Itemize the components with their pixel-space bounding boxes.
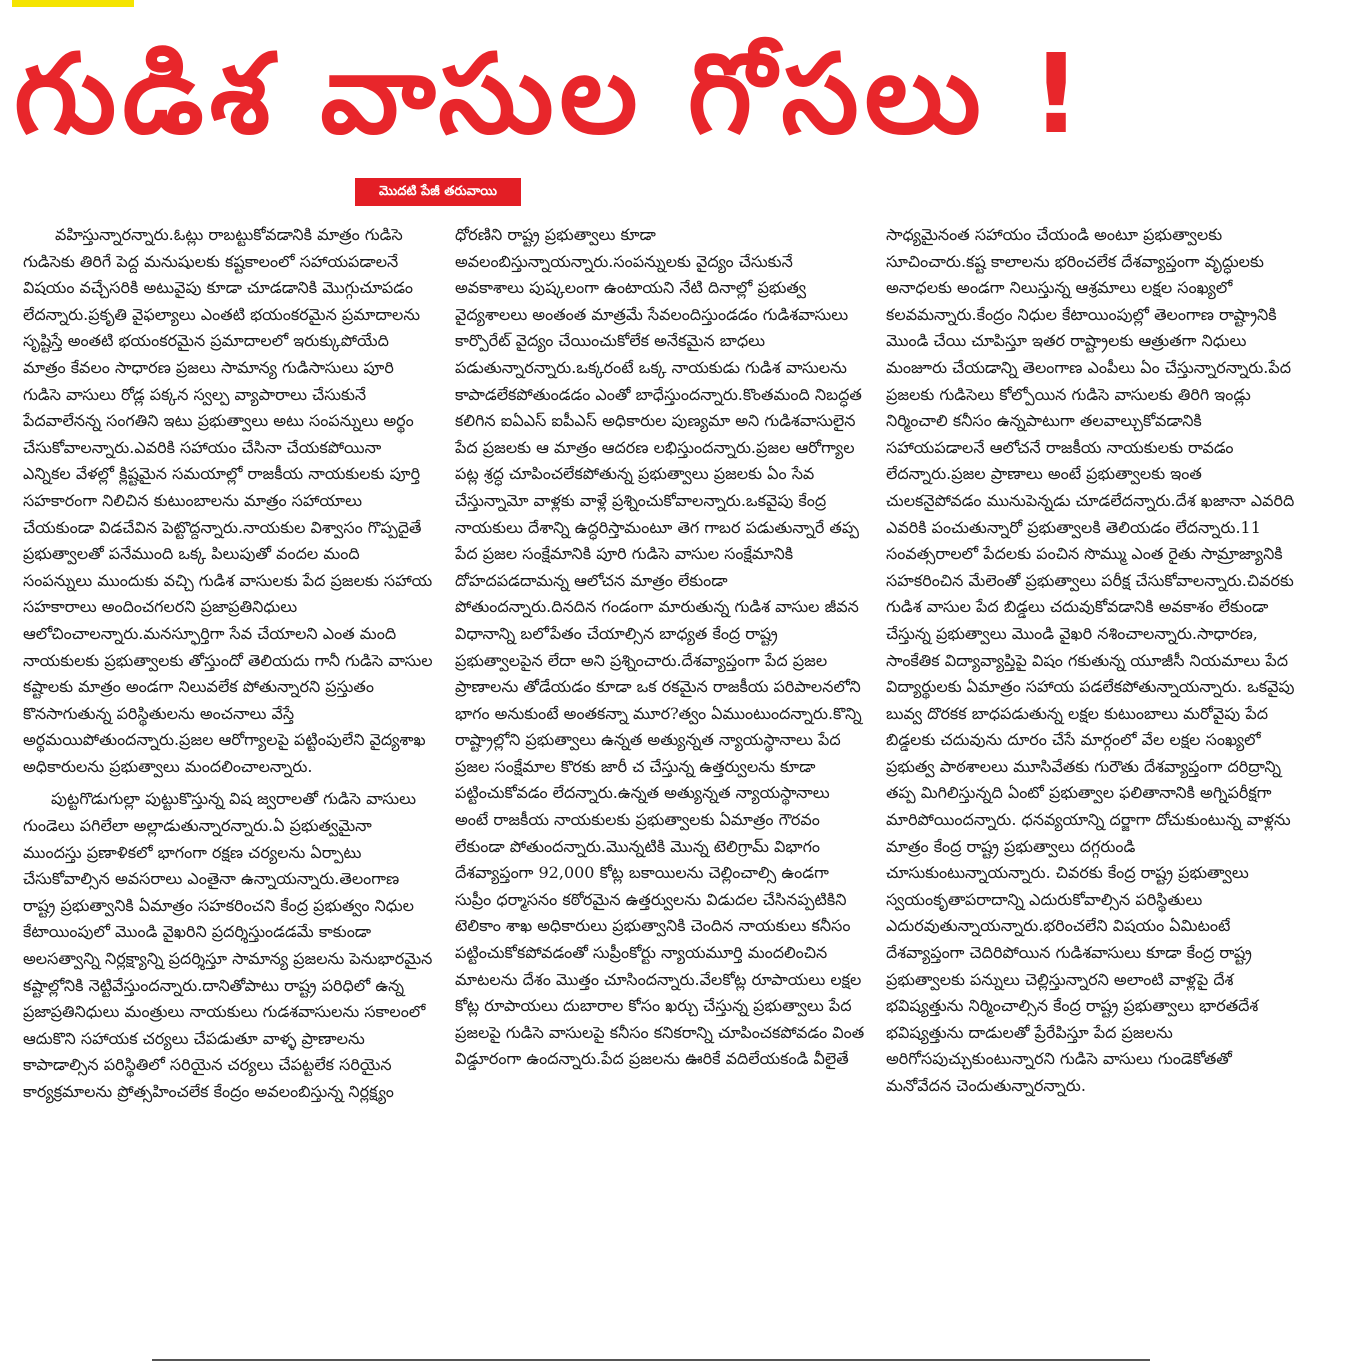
article-column-2: [455, 222, 865, 1347]
article-column-3: [886, 222, 1301, 1347]
corner-color-tab: [12, 0, 134, 7]
article-column-1: [23, 222, 433, 1347]
column-2-paragraph-1: ధోరణిని రాష్ట్ర ప్రభుత్వాలు కూడా అవలంబిస్తున్నాయన్నారు.సంపన్నులకు వైద్యం చేసుకునే అవకాశాలు పుష్కలంగా ఉంటాయని నేటి దినాల్లో ప్రభుత్వ వైద్యశాలలు అంతంత మాత్రమే సేవలందిస్తుండడం గుడిశవాసులు కార్పొరేట్ వైద్యం చేయించుకోలేక అనేకమైన బాధలు పడుతున్నారన్నారు.ఒక్కరంటే ఒక్క నాయకుడు గుడిశ వాసులను కాపాడలేకపోతుండడం ఎంతో బాధేస్తుందన్నారు.కొంతమంది నిబద్ధత కలిగిన ఐఏఎస్ ఐపీఎస్ అధికారుల పుణ్యమా అని గుడిశవాసులైన పేద ప్రజలకు ఆ మాత్రం ఆదరణ లభిస్తుందన్నారు.ప్రజల ఆరోగ్యాల పట్ల శ్రద్ధ చూపించలేకపోతున్న ప్రభుత్వాలు ప్రజలకు ఏం సేవ చేస్తున్నామో వాళ్లకు వాళ్లే ప్రశ్నించుకోవాలన్నారు.ఒకవైపు కేంద్ర నాయకులు దేశాన్ని ఉద్ధరిస్తామంటూ తెగ గాబర పడుతున్నారే తప్ప పేద ప్రజల సంక్షేమానికి పూరి గుడిసె వాసుల సంక్షేమానికి దోహదపడదామన్న ఆలోచన మాత్రం లేకుండా పోతుందన్నారు.దినదిన గండంగా మారుతున్న గుడిశ వాసుల జీవన విధానాన్ని బలోపేతం చేయాల్సిన బాధ్యత కేంద్ర రాష్ట్ర ప్రభుత్వాలపైన లేదా అని ప్రశ్నించారు.దేశవ్యాప్తంగా పేద ప్రజల ప్రాణాలను తోడేయడం కూడా ఒక రకమైన రాజకీయ పరిపాలనలోని భాగం అనుకుంటే అంతకన్నా మూర?త్వం ఏముంటుందన్నారు.కొన్ని రాష్ట్రాల్లోని ప్రభుత్వాలు ఉన్నత అత్యున్నత న్యాయస్థానాలు పేద ప్రజల సంక్షేమాల కొరకు జారీ చ చేస్తున్న ఉత్తర్వులను కూడా పట్టించుకోవడం లేదన్నారు.ఉన్నత అత్యున్నత న్యాయస్థానాలు అంటే రాజకీయ నాయకులకు ప్రభుత్వాలకు ఏమాత్రం గౌరవం లేకుండా పోతుందన్నారు.మొన్నటికి మొన్న టెలిగ్రామ్ విభాగం దేశవ్యాప్తంగా 92,000 కోట్ల బకాయిలను చెల్లించాల్సి ఉండగా సుప్రీం ధర్మాసనం కఠోరమైన ఉత్తర్వులను విడుదల చేసినప్పటికిని టెలికాం శాఖ అధికారులు ప్రభుత్వానికి చెందిన నాయకులు కనీసం పట్టించుకోకపోవడంతో సుప్రీంకోర్టు న్యాయమూర్తి మందలించిన మాటలను దేశం మొత్తం చూసిందన్నారు.వేలకోట్ల రూపాయలు లక్షల కోట్ల రూపాయలు దుబారాల కోసం ఖర్చు చేస్తున్న ప్రభుత్వాలు పేద ప్రజలపై గుడిసె వాసులపై కనీసం కనికరాన్ని చూపించకపోవడం వింత విడ్డూరంగా ఉందన్నారు.పేద ప్రజలను ఊరికే వదిలేయకండి వీలైతే: [455, 225, 865, 1069]
column-1-paragraph-1: వహిస్తున్నారన్నారు.ఓట్లు రాబట్టుకోవడానికి మాత్రం గుడిసె గుడిసెకు తిరిగే పెద్ద మనుషులకు కష్టకాలంలో సహాయపడాలనే విషయం వచ్చేసరికి అటువైపు కూడా చూడడానికి మొగ్గుచూపడం లేదన్నారు.ప్రకృతి వైఫల్యాలు ఎంతటి భయంకరమైన ప్రమాదాలను సృష్టిస్తే అంతటి భయంకరమైన ప్రమాదాలలో ఇరుక్కుపోయేది మాత్రం కేవలం సాధారణ ప్రజలు సామాన్య గుడిసాసులు పూరి గుడిసె వాసులు రోడ్ల పక్కన స్వల్ప వ్యాపారాలు చేసుకునే పేదవాలేనన్న సంగతిని ఇటు ప్రభుత్వాలు అటు సంపన్నులు అర్థం చేసుకోవాలన్నారు.ఎవరికి సహాయం చేసినా చేయకపోయినా ఎన్నికల వేళల్లో క్లిష్టమైన సమయాల్లో రాజకీయ నాయకులకు పూర్తి సహకారంగా నిలిచిన కుటుంబాలను మాత్రం సహాయాలు చేయకుండా విడచేవిన పెట్టొద్దన్నారు.నాయకుల విశ్వాసం గొప్పదైతే ప్రభుత్వాలతో పనేముంది ఒక్క పిలుపుతో వందల మంది సంపన్నులు ముందుకు వచ్చి గుడిశ వాసులకు పేద ప్రజలకు సహాయ సహకారాలు అందించగలరని ప్రజాప్రతినిధులు ఆలోచించాలన్నారు.మనస్ఫూర్తిగా సేవ చేయాలని ఎంత మంది నాయకులకు ప్రభుత్వాలకు తోస్తుందో తెలియదు గానీ గుడిసె వాసుల కష్టాలకు మాత్రం అండగా నిలువలేక పోతున్నారని ప్రస్తుతం కొనసాగుతున్న పరిస్థితులను అంచనాలు వేస్తే అర్థమయిపోతుందన్నారు.ప్రజల ఆరోగ్యాలపై పట్టింపులేని వైద్యశాఖ అధికారులను ప్రభుత్వాలు మందలించాలన్నారు.: [23, 225, 433, 776]
bottom-divider: [152, 1359, 1150, 1361]
continued-from-front-page-tag: మొదటి పేజీ తరువాయి: [355, 178, 521, 206]
headline: గుడిశ వాసుల గోసలు !: [14, 30, 1088, 158]
column-3-paragraph-1: సాధ్యమైనంత సహాయం చేయండి అంటూ ప్రభుత్వాలకు సూచించారు.కష్ట కాలాలను భరించలేక దేశవ్యాప్తంగా వృద్ధులకు అనాధలకు అండగా నిలుస్తున్న ఆశ్రమాలు లక్షల సంఖ్యలో కలవమన్నారు.కేంద్రం నిధుల కేటాయింపుల్లో తెలంగాణ రాష్ట్రానికి మొండి చేయి చూపిస్తూ ఇతర రాష్ట్రాలకు ఆత్రుతగా నిధులు మంజూరు చేయడాన్ని తెలంగాణ ఎంపీలు ఏం చేస్తున్నారన్నారు.పేద ప్రజలకు గుడిసెలు కోల్పోయిన గుడిసె వాసులకు తిరిగి ఇండ్లు నిర్మించాలి కనీసం ఉన్నపాటుగా తలవాల్చుకోవడానికి సహాయపడాలనే ఆలోచనే రాజకీయ నాయకులకు రావడం లేదన్నారు.ప్రజల ప్రాణాలు అంటే ప్రభుత్వాలకు ఇంత చులకనైపోవడం మునుపెన్నడు చూడలేదన్నారు.దేశ ఖజానా ఎవరిది ఎవరికి పంచుతున్నారో ప్రభుత్వాలకి తెలియడం లేదన్నారు.11 సంవత్సరాలలో పేదలకు పంచిన సొమ్ము ఎంత రైతు సామ్రాజ్యానికి సహకరించిన మేలెంతో ప్రభుత్వాలు పరీక్ష చేసుకోవాలన్నారు.చివరకు గుడిశ వాసుల పేద బిడ్డలు చదువుకోవడానికి అవకాశం లేకుండా చేస్తున్న ప్రభుత్వాలు మొండి వైఖరి నశించాలన్నారు.సాధారణ, సాంకేతిక విద్యావ్యాప్తిపై విషం గకుతున్న యూజీసీ నియమాలు పేద విద్యార్థులకు ఏమాత్రం సహాయ పడలేకపోతున్నాయన్నారు. ఒకవైపు బువ్వ దొరకక బాధపడుతున్న లక్షల కుటుంబాలు మరోవైపు పేద బిడ్డలకు చదువును దూరం చేసే మార్గంలో వేల లక్షల సంఖ్యలో ప్రభుత్వ పాఠశాలలు మూసివేతకు గురౌతు దేశవ్యాప్తంగా దరిద్రాన్ని తప్ప మిగిలిస్తున్నది ఏంటో ప్రభుత్వాల ఫలితానానికి అగ్నిపరీక్షగా మారిపోయిందన్నారు. ధనవ్యయాన్ని దర్జాగా దోచుకుంటున్న వాళ్లను మాత్రం కేంద్ర రాష్ట్ర ప్రభుత్వాలు దగ్గరుండి చూసుకుంటున్నాయన్నారు. చివరకు కేంద్ర రాష్ట్ర ప్రభుత్వాలు స్వయంకృతాపరాదాన్ని ఎదురుకోవాల్సిన పరిస్థితులు ఎదురవుతున్నాయన్నారు.భరించలేని విషయం ఏమిటంటే దేశవ్యాప్తంగా చెదిరిపోయిన గుడిశవాసులు కూడా కేంద్ర రాష్ట్ర ప్రభుత్వాలకు పన్నులు చెల్లిస్తున్నారని అలాంటి వాళ్లపై దేశ భవిష్యత్తును నిర్మించాల్సిన కేంద్ర రాష్ట్ర ప్రభుత్వాలు భారతదేశ భవిష్యత్తును దాడులతో ప్రేరేపిస్తూ పేద ప్రజలను అరిగోసపుచ్చుకుంటున్నారని గుడిసె వాసులు గుండెకోతతో మనోవేదన చెందుతున్నారన్నారు.: [886, 225, 1295, 1095]
column-1-paragraph-2: పుట్టగొడుగుల్లా పుట్టుకొస్తున్న విష జ్వరాలతో గుడిసె వాసులు గుండెలు పగిలేలా అల్లాడుతున్నారన్నారు.ఏ ప్రభుత్వమైనా ముందస్తు ప్రణాళికలో భాగంగా రక్షణ చర్యలను ఏర్పాటు చేసుకోవాల్సిన అవసరాలు ఎంతైనా ఉన్నాయన్నారు.తెలంగాణ రాష్ట్ర ప్రభుత్వానికి ఏమాత్రం సహకరించని కేంద్ర ప్రభుత్వం నిధుల కేటాయింపులో మొండి వైఖరిని ప్రదర్శిస్తుండడమే కాకుండా అలసత్వాన్ని నిర్లక్ష్యాన్ని ప్రదర్శిస్తూ సామాన్య ప్రజలను పెనుభారమైన కష్టాల్లోనికి నెట్టివేస్తుందన్నారు.దానితోపాటు రాష్ట్ర పరిధిలో ఉన్న ప్రజాప్రతినిధులు మంత్రులు నాయకులు గుడశవాసులను సకాలంలో ఆదుకొని సహాయక చర్యలు చేపడుతూ వాళ్ళ ప్రాణాలను కాపాడాల్సిన పరిస్థితిలో సరియైన చర్యలు చేపట్టలేక సరియైన కార్యక్రమాలను ప్రోత్సహించలేక కేంద్రం అవలంబిస్తున్న నిర్లక్ష్యం: [23, 789, 433, 1101]
